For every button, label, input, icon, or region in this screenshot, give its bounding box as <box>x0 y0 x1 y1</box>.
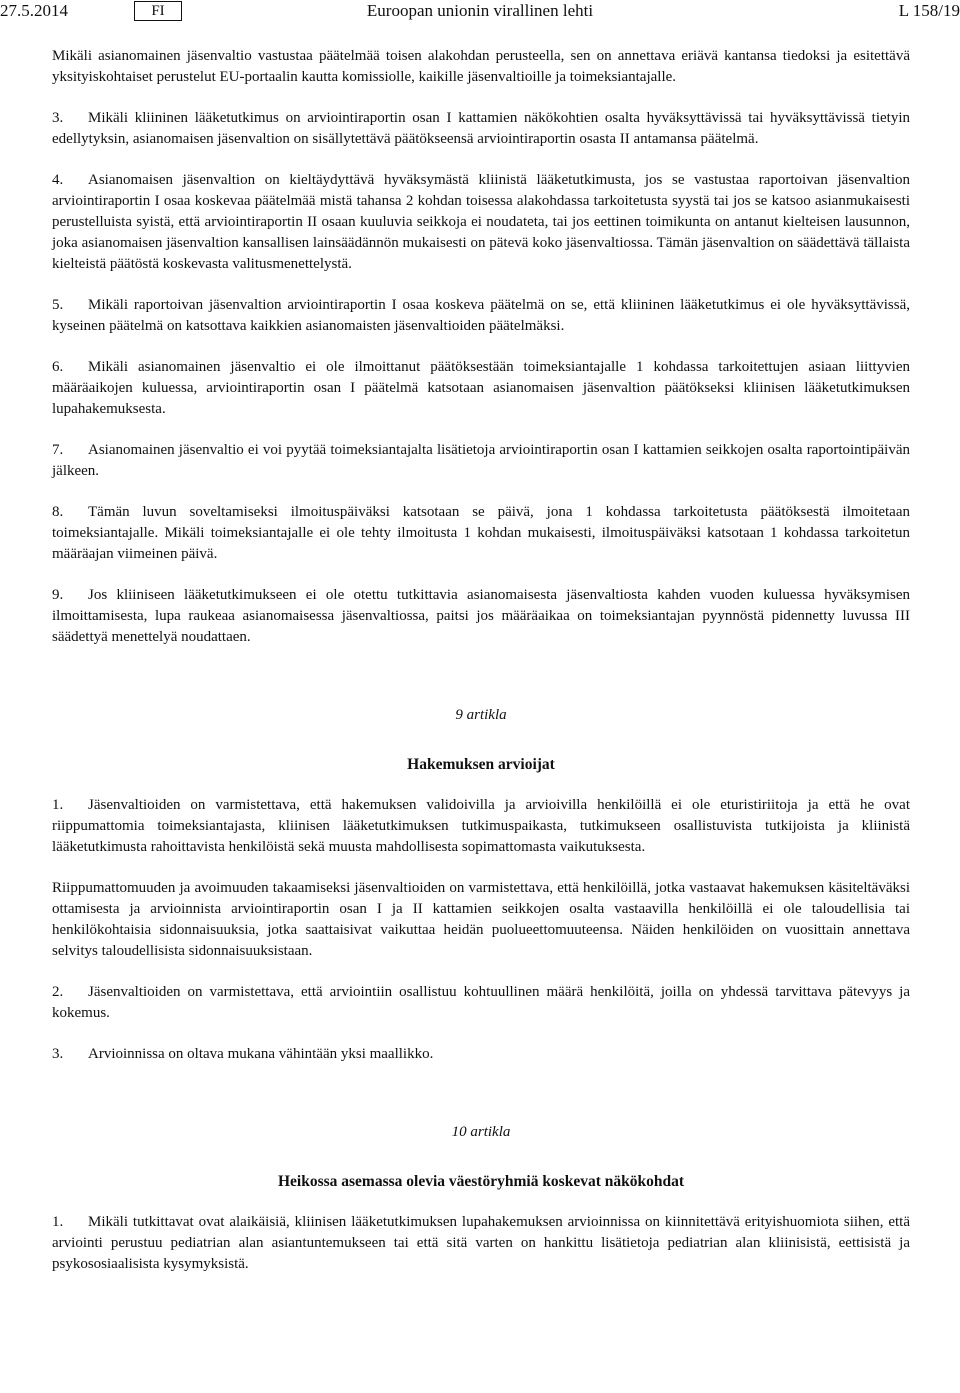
paragraph-text: Tämän luvun soveltamiseksi ilmoituspäiväksi katsotaan se päivä, jona 1 kohdassa tarkoitetusta päätöksestä ilmoitetaan toimeksiantajalle. Mikäli toimeksiantajalle ei ole tehty ilmoitusta 1 kohdan mukaisesti, ilmoituspäiväksi katsotaan 1 kohdassa tarkoitetun määräajan viimeinen päivä. <box>52 504 910 562</box>
article-10-number: 10 artikla <box>451 1124 511 1140</box>
article-10-title: Heikossa asemassa olevia väestöryhmiä koskevat näkökohdat <box>277 1173 685 1190</box>
paragraph-text: Jäsenvaltioiden on varmistettava, että hakemuksen validoivilla ja arvioivilla henkilöillä ei ole eturistiriitoja ja että he ovat riippumattomia toimeksiantajasta, kliinisen lääketutkimuksen tutkimuspaikasta, tutkimukseen osallistuvista tutkijoista ja kliinistä lääketutkimusta rahoittavista henkilöistä sekä muusta mahdollisesta sopimattomasta vaikutuksesta. <box>52 797 910 855</box>
paragraph-number: 7. <box>52 442 64 458</box>
paragraph-text: Jos kliiniseen lääketutkimukseen ei ole otettu tutkittavia asianomaisesta jäsenvaltiosta kahden vuoden kuluessa hyväksymisen ilmoittamisesta, lupa raukeaa asianomaisessa jäsenvaltiossa, paitsi jos määräaikaa on toimeksiantajan pyynnöstä pidennetty luvussa III säädettyä menettelyä noudattaen. <box>52 587 910 645</box>
paragraph-text: Asianomainen jäsenvaltio ei voi pyytää toimeksiantajalta lisätietoja arviointiraportin osan I kattamien seikkojen osalta raportointipäivän jälkeen. <box>52 442 910 479</box>
article-9-paragraph-3 <box>52 1044 910 1065</box>
numbered-paragraph <box>52 502 910 565</box>
paragraph-text: Mikäli raportoivan jäsenvaltion arviointiraportin I osaa koskeva päätelmä on se, että kliininen lääketutkimus ei ole hyväksyttävissä, kyseinen päätelmä on katsottava kaikkien asianomaisten jäsenvaltioiden päätelmäksi. <box>52 297 910 334</box>
paragraph-text: Mikäli tutkittavat ovat alaikäisiä, kliinisen lääketutkimuksen lupahakemuksen arvioinnissa on kiinnitettävä erityishuomiota siihen, että arviointi perustuu pediatrian alan asiantuntemukseen tai että sitä varten on hankittu lisätietoja pediatrian alan kliinisistä, eettisistä ja psykososiaalisista kysymyksistä. <box>52 1214 910 1272</box>
publication-date: 27.5.2014 <box>0 1 68 20</box>
article8-paragraph-list <box>52 108 910 648</box>
paragraph-number: 5. <box>52 297 64 313</box>
journal-title: Euroopan unionin virallinen lehti <box>366 1 594 20</box>
paragraph-text: Jäsenvaltioiden on varmistettava, että arviointiin osallistuu kohtuullinen määrä henkilöitä, joilla on yhdessä tarvittava pätevyys ja kokemus. <box>52 984 910 1021</box>
intro-paragraph: Mikäli asianomainen jäsenvaltio vastustaa päätelmää toisen alakohdan perusteella, sen on annettava eriävä kantansa tiedoksi ja esitettävä yksityiskohtaiset perustelut EU-portaalin kautta komissiolle, kaikille jäsenvaltioille ja toimeksiantajalle. <box>52 48 910 85</box>
article-9-paragraph-2 <box>52 982 910 1024</box>
numbered-paragraph <box>52 585 910 648</box>
numbered-paragraph <box>52 170 910 275</box>
paragraph-number: 9. <box>52 587 64 603</box>
numbered-paragraph <box>52 108 910 150</box>
article-10-paragraph-1 <box>52 1212 910 1275</box>
paragraph-number: 3. <box>52 110 64 126</box>
paragraph-number: 2. <box>52 984 64 1000</box>
numbered-paragraph <box>52 295 910 337</box>
paragraph-number: 6. <box>52 359 64 375</box>
article-9-title: Hakemuksen arvioijat <box>407 756 555 773</box>
paragraph-number: 1. <box>52 797 64 813</box>
article-9-paragraph-1 <box>52 795 910 858</box>
article-9-number: 9 artikla <box>455 707 507 723</box>
numbered-paragraph <box>52 440 910 482</box>
paragraph-text: Mikäli asianomainen jäsenvaltio ei ole ilmoittanut päätöksestään toimeksiantajalle 1 kohdassa tarkoitettujen asiaan liittyvien määräaikojen kuluessa, arviointiraportin osan I päätelmä katsotaan asianomaisen jäsenvaltion päätökseksi kliinisen lääketutkimuksen lupahakemuksesta. <box>52 359 910 417</box>
paragraph-text: Asianomaisen jäsenvaltion on kieltäydyttävä hyväksymästä kliinistä lääketutkimusta, jos se vastustaa raportoivan jäsenvaltion arviointiraportin I osaa koskevaa päätelmää mistä tahansa 2 kohdan toisessa alakohdassa tarkoitetusta syystä tai jos se katsoo asianmukaisesti perustelluista syistä, että arviointiraportin II osaan kuuluvia seikkoja ei noudateta, tai jos eettinen toimikunta on antanut kielteisen lausunnon, joka asianomaisen jäsenvaltion kansallisen lainsäädännön mukaisesti on pätevä koko jäsenvaltiossa. Tämän jäsenvaltion on säädettävä tällaista kielteistä päätöstä koskevasta valitusmenettelystä. <box>52 172 910 272</box>
paragraph-number: 8. <box>52 504 64 520</box>
page-header <box>0 0 960 26</box>
paragraph-number: 1. <box>52 1214 64 1230</box>
paragraph-text: Mikäli kliininen lääketutkimus on arviointiraportin osan I kattamien näkökohtien osalta hyväksyttävissä tai hyväksyttävissä tietyin edellytyksin, asianomaisen jäsenvaltion on sisällytettävä päätökseensä arviointiraportin osasta II antamansa päätelmä. <box>52 110 910 147</box>
paragraph-number: 4. <box>52 172 64 188</box>
document-body <box>52 46 910 1295</box>
numbered-paragraph <box>52 357 910 420</box>
language-code-box: FI <box>134 1 182 21</box>
paragraph-text: Arvioinnissa on oltava mukana vähintään yksi maallikko. <box>88 1046 434 1062</box>
paragraph-number: 3. <box>52 1046 64 1062</box>
article-9-paragraph-1-continued: Riippumattomuuden ja avoimuuden takaamiseksi jäsenvaltioiden on varmistettava, että henkilöillä, jotka vastaavat hakemuksen käsiteltäväksi ottamisesta ja arvioinnista arviointiraportin osan I ja II kattamien seikkojen osalta vastaavilla henkilöillä ei ole taloudellisia tai henkilökohtaisia sidonnaisuuksia, jotka saattaisivat vaikuttaa heidän puolueettomuuteensa. Näiden henkilöiden on vuosittain annettava selvitys taloudellisista sidonnaisuuksistaan. <box>52 880 910 959</box>
page-reference: L 158/19 <box>898 1 960 20</box>
